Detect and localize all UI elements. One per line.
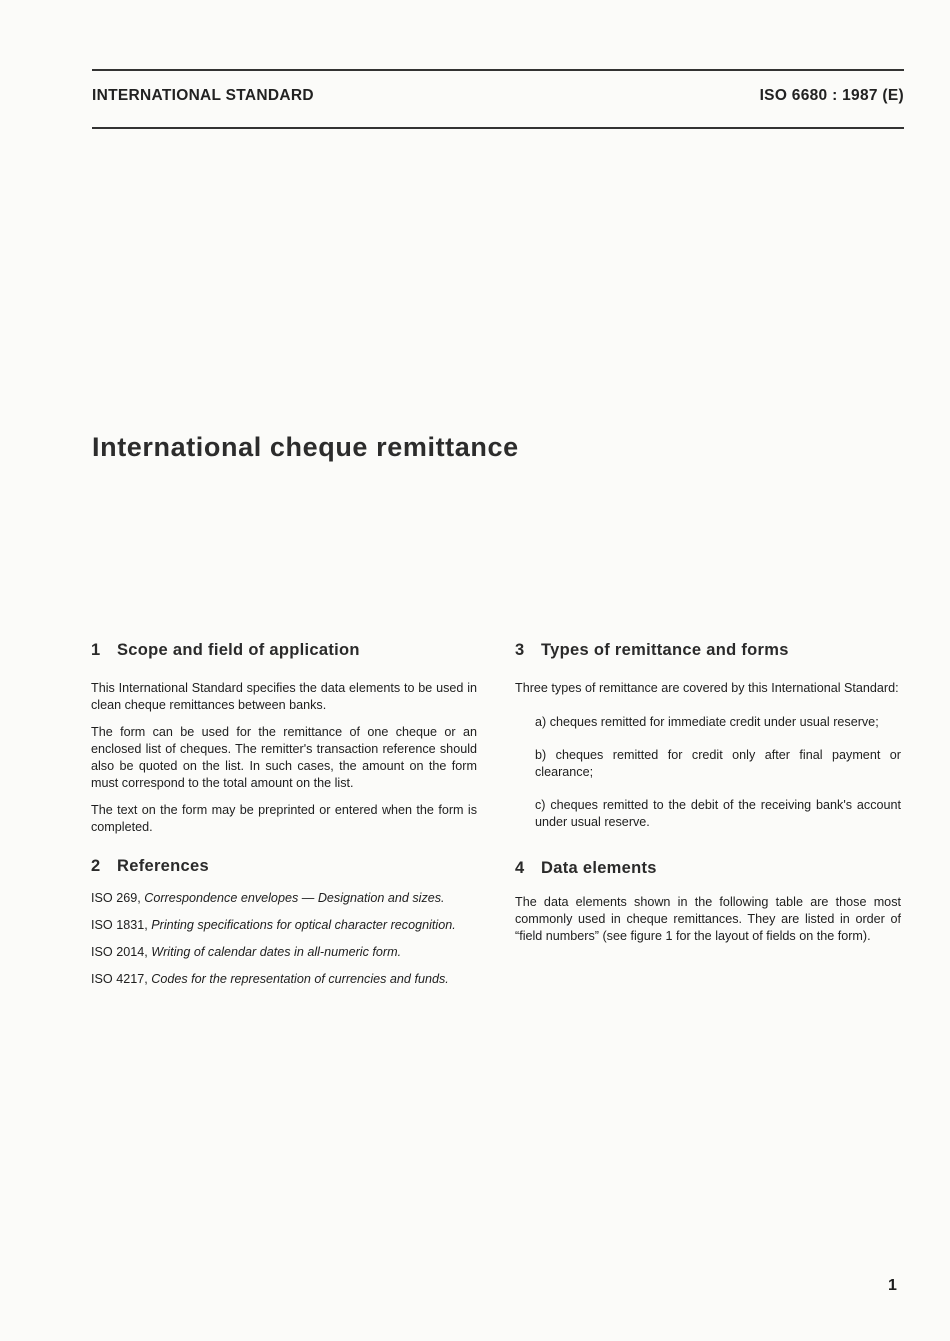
- reference-code: ISO 269,: [91, 891, 141, 905]
- section-1-paragraph: The text on the form may be preprinted or entered when the form is completed.: [91, 803, 477, 834]
- reference-item: [91, 890, 477, 907]
- document-title: International cheque remittance: [92, 432, 519, 462]
- section-2-number: 2: [91, 857, 101, 875]
- section-1-paragraph: The form can be used for the remittance of one cheque or an enclosed list of cheques. The remitter's transaction reference should also be quoted on the list. In such cases, the amount on the form must correspond to the total amount on the list.: [91, 725, 477, 790]
- section-2-title: References: [117, 857, 209, 875]
- section-3-title: Types of remittance and forms: [541, 641, 789, 659]
- left-column: [91, 642, 477, 988]
- header-standard-label: INTERNATIONAL STANDARD: [92, 87, 314, 104]
- remittance-type-item: c) cheques remitted to the debit of the receiving bank's account under usual reserve.: [535, 798, 901, 829]
- reference-title: Printing specifications for optical character recognition.: [151, 918, 456, 932]
- section-4-heading: [515, 860, 901, 877]
- header-top-rule: [92, 69, 904, 71]
- reference-code: ISO 1831,: [91, 918, 148, 932]
- header-bottom-rule: [92, 127, 904, 129]
- right-column: [515, 642, 901, 945]
- section-1-heading: [91, 642, 477, 659]
- reference-title: Writing of calendar dates in all-numeric form.: [151, 945, 402, 959]
- reference-title: Codes for the representation of currencies and funds.: [151, 972, 449, 986]
- section-1-paragraph: This International Standard specifies the data elements to be used in clean cheque remittances between banks.: [91, 681, 477, 712]
- remittance-type-item: b) cheques remitted for credit only after final payment or clearance;: [535, 748, 901, 779]
- section-3-number: 3: [515, 641, 525, 659]
- reference-code: ISO 4217,: [91, 972, 148, 986]
- reference-item: [91, 944, 477, 961]
- header-document-number: ISO 6680 : 1987 (E): [759, 87, 904, 104]
- section-4-title: Data elements: [541, 859, 657, 877]
- reference-item: [91, 917, 477, 934]
- section-4-number: 4: [515, 859, 525, 877]
- section-3-heading: [515, 642, 901, 659]
- reference-title: Correspondence envelopes — Designation and sizes.: [144, 891, 445, 905]
- section-1-title: Scope and field of application: [117, 641, 360, 659]
- page-number: 1: [888, 1277, 897, 1294]
- reference-item: [91, 971, 477, 988]
- section-4-paragraph: The data elements shown in the following table are those most commonly used in cheque remittances. They are listed in order of “field numbers” (see figure 1 for the layout of fields on the form).: [515, 895, 901, 943]
- remittance-type-item: a) cheques remitted for immediate credit under usual reserve;: [535, 715, 879, 729]
- section-1-number: 1: [91, 641, 101, 659]
- section-3-intro: Three types of remittance are covered by this International Standard:: [515, 681, 899, 695]
- section-2-heading: [91, 858, 477, 875]
- reference-code: ISO 2014,: [91, 945, 148, 959]
